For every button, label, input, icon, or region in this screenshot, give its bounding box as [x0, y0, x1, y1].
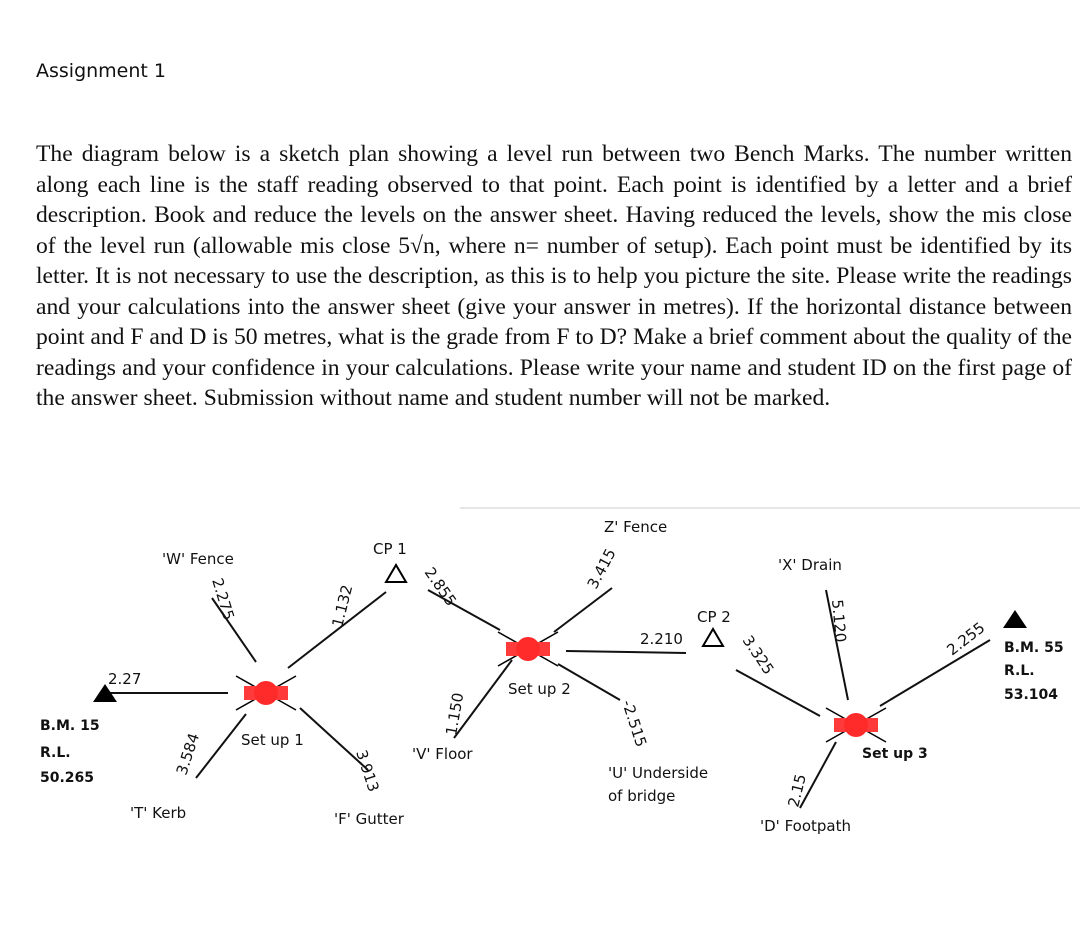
reading-v: 1.150 [442, 691, 468, 737]
setup1-label: Set up 1 [241, 731, 304, 749]
setup2-tripod-icon [498, 632, 558, 666]
reading-d: 2.15 [784, 772, 810, 809]
bm55-name: B.M. 55 [1004, 640, 1064, 656]
point-w-label: 'W' Fence [162, 550, 234, 568]
line-setup2-cp2 [566, 651, 686, 653]
reading-bm15: 2.27 [108, 670, 142, 688]
reading-cp2-bs: 3.325 [738, 632, 778, 678]
reading-t: 3.584 [172, 730, 204, 778]
setup3-tripod-icon [826, 708, 886, 742]
point-z-label: Z' Fence [604, 518, 668, 536]
line-setup3-bm55 [880, 640, 990, 706]
reading-w: 2.275 [208, 575, 238, 623]
bm55-rl-label: R.L. [1004, 663, 1035, 679]
reading-cp1-fs: 1.132 [328, 582, 357, 629]
line-cp2-setup3 [736, 670, 820, 716]
point-d-label: 'D' Footpath [760, 817, 851, 835]
point-u-label-line1: 'U' Underside [608, 764, 709, 782]
point-x-label: 'X' Drain [778, 556, 842, 574]
point-f-label: 'F' Gutter [334, 810, 404, 828]
cp2-triangle-icon [703, 629, 723, 646]
reading-bm55: 2.255 [943, 618, 989, 660]
point-t-label: 'T' Kerb [130, 804, 187, 822]
cp1-triangle-icon [386, 565, 406, 582]
bm55-triangle-icon [1003, 610, 1027, 628]
point-cp2-label: CP 2 [697, 608, 731, 626]
reading-cp2-fs: 2.210 [640, 630, 683, 648]
setup3-label: Set up 3 [862, 746, 928, 762]
instructions-paragraph: The diagram below is a sketch plan showing a level run between two Bench Marks. The number written along each line is the staff reading observed to that point. Each point is identified by a letter and a brief description. Book and reduce the levels on the answer sheet. Having reduced the levels, show the mis close of the level run (allowable mis close 5√n, where n= number of setup). Each point must be identified by its letter. It is not necessary to use the description, as this is to help you picture the site. Please write the readings and your calculations into the answer sheet (give your answer in metres). If the horizontal distance between point and F and D is 50 metres, what is the grade from F to D? Make a brief comment about the quality of the readings and your confidence in your calculations. Please write your name and student ID on the first page of the answer sheet. Submission without name and student number will not be marked. [36, 141, 1072, 411]
page-title: Assignment 1 [36, 60, 166, 82]
reading-z: 3.415 [583, 545, 620, 592]
bm15-rl-value: 50.265 [40, 770, 95, 786]
line-setup1-t [196, 714, 246, 778]
reading-u: -2.515 [618, 697, 651, 750]
bm15-name: B.M. 15 [40, 718, 100, 734]
reading-x: 5.120 [828, 598, 850, 644]
point-u-label-line2: of bridge [608, 787, 676, 805]
line-setup3-d [800, 742, 836, 808]
reading-cp1-bs: 2.855 [420, 563, 461, 610]
line-setup2-z [554, 588, 612, 632]
reading-f: 3.913 [352, 747, 383, 795]
setup1-tripod-icon [236, 676, 296, 710]
point-v-label: 'V' Floor [412, 745, 473, 763]
bm15-rl-label: R.L. [40, 745, 71, 761]
setup2-label: Set up 2 [508, 680, 571, 698]
point-cp1-label: CP 1 [373, 540, 407, 558]
bm55-rl-value: 53.104 [1004, 687, 1059, 703]
